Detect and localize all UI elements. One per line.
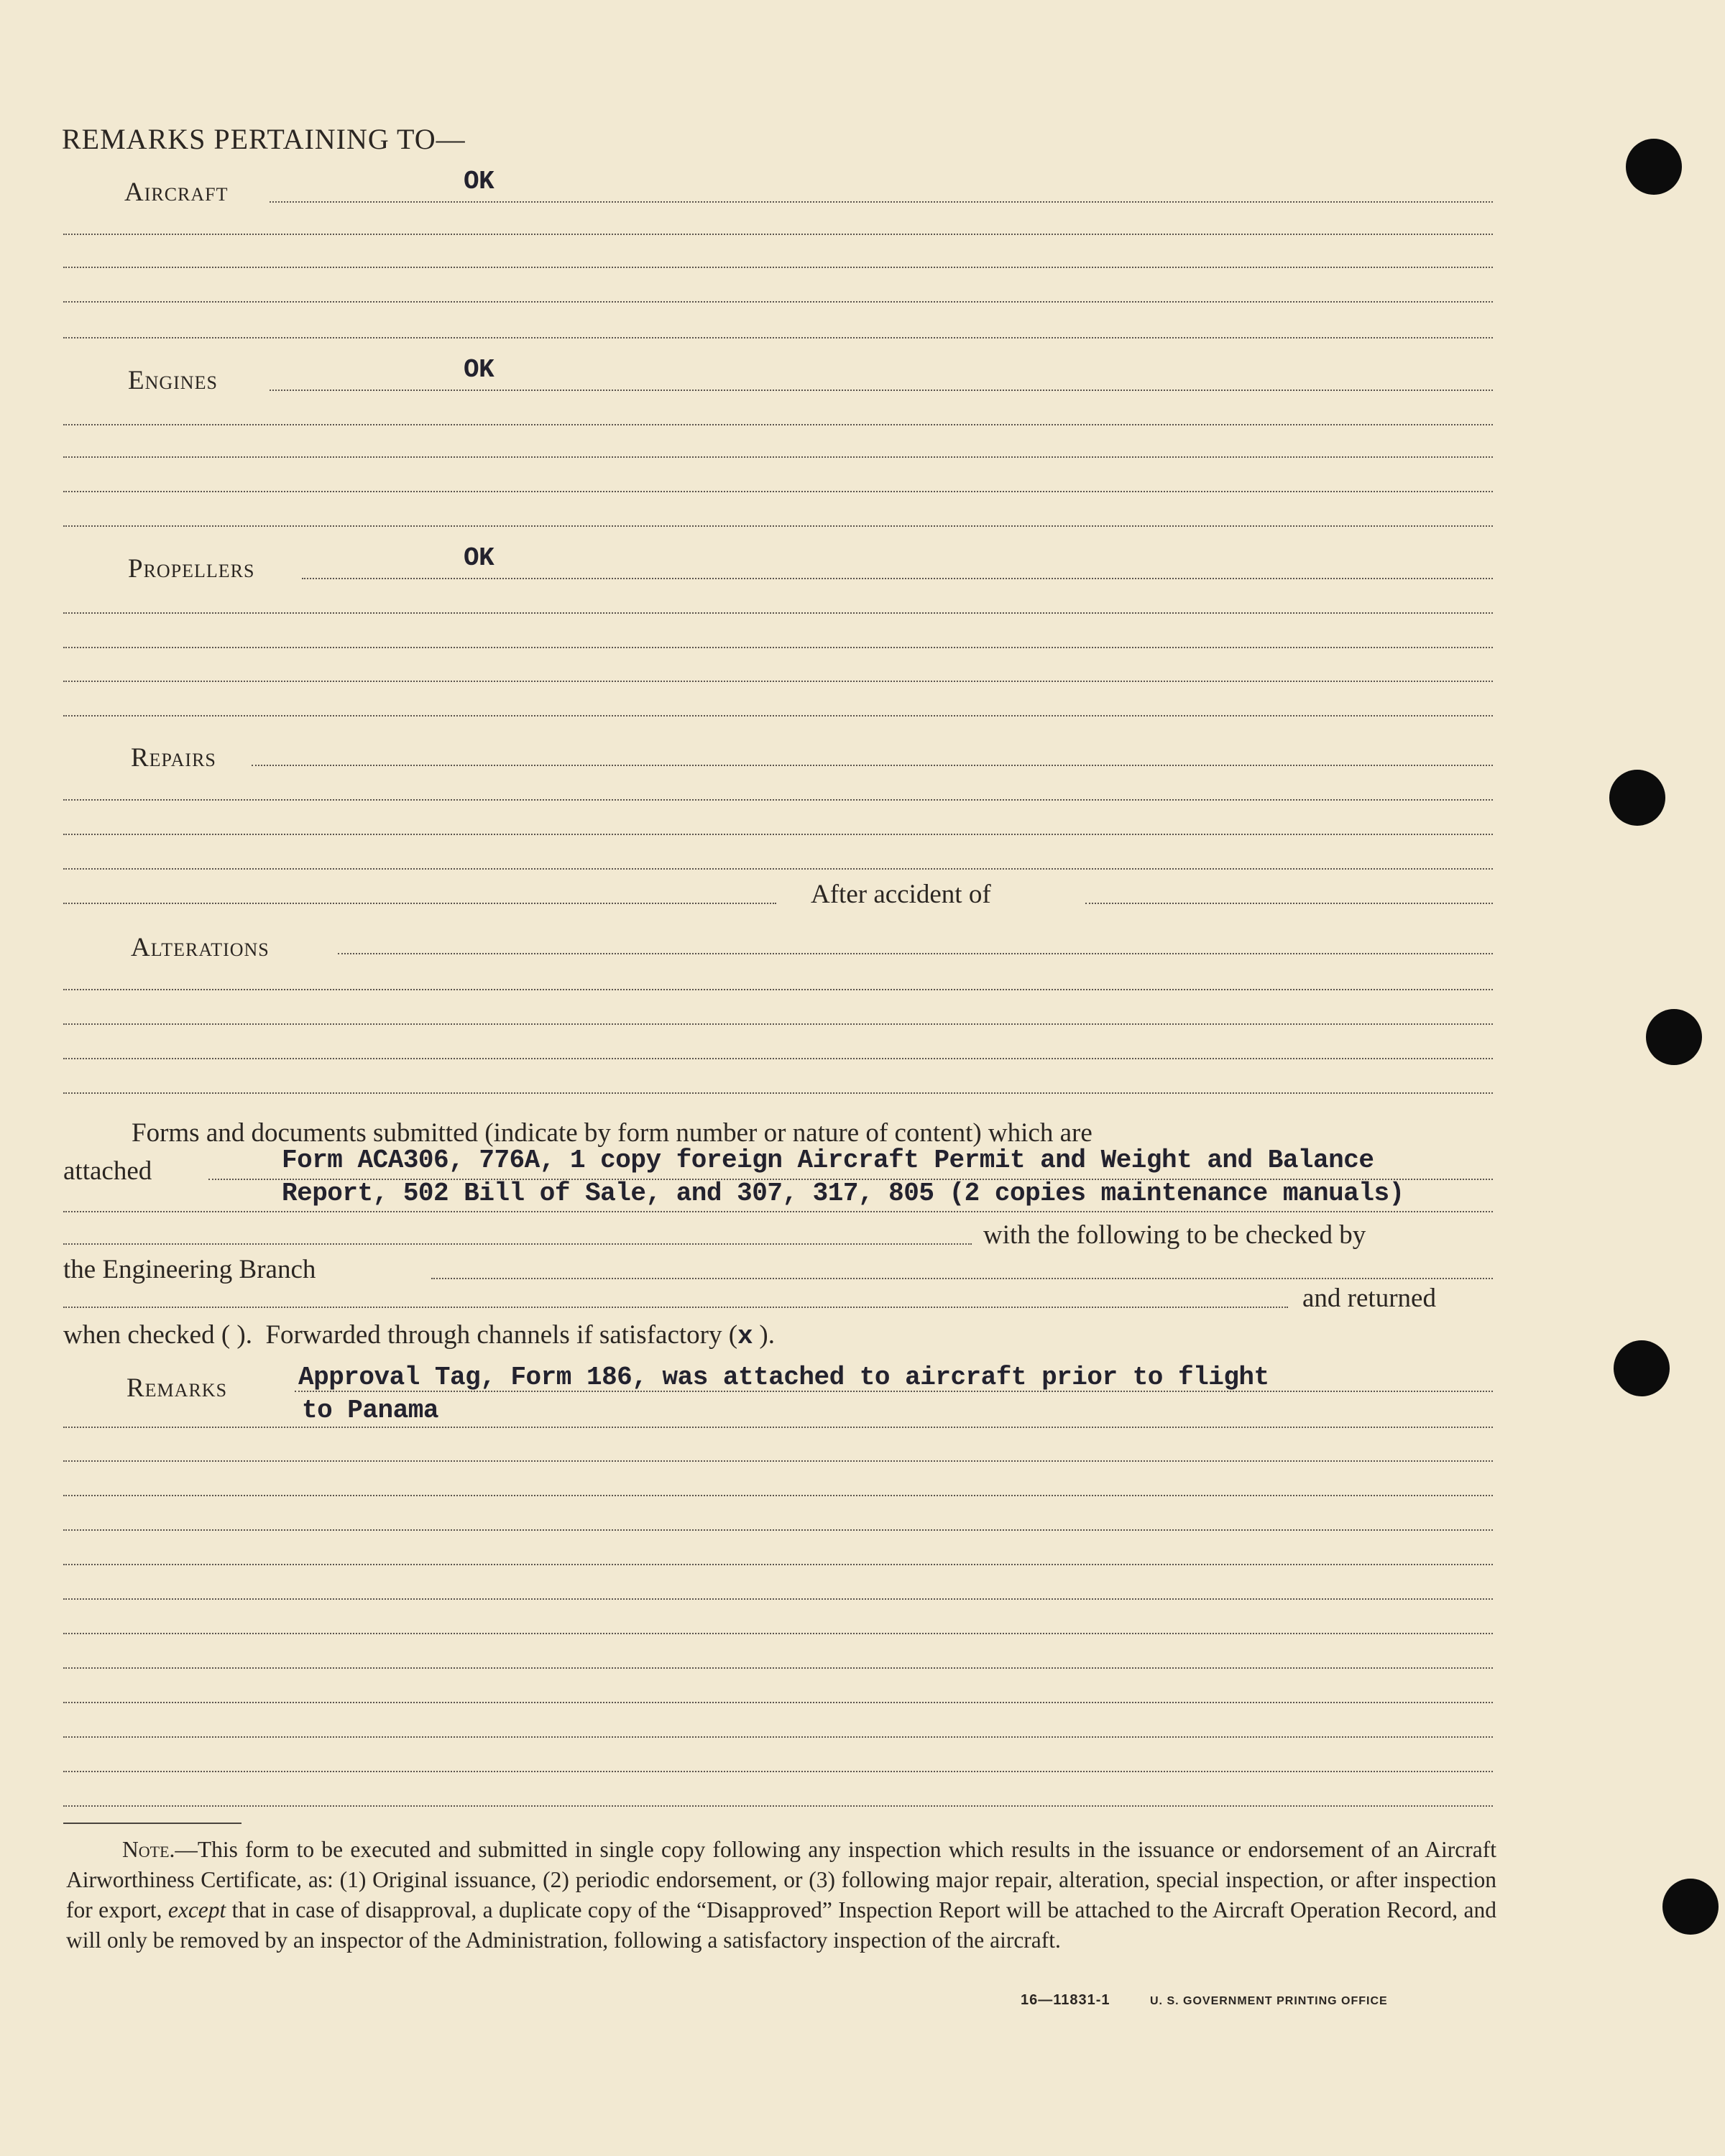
after-accident-label: After accident of bbox=[811, 880, 991, 909]
fill-in-line bbox=[63, 1633, 1493, 1634]
fill-in-line bbox=[63, 267, 1493, 268]
fill-in-line bbox=[63, 1495, 1493, 1496]
note-paragraph bbox=[66, 1835, 1496, 1955]
satisfactory-check-mark: x bbox=[737, 1322, 753, 1351]
forwarded-line bbox=[63, 1319, 775, 1351]
with-following-text: with the following to be checked by bbox=[983, 1220, 1366, 1250]
fill-in-line bbox=[63, 1771, 1493, 1772]
when-checked-text: when checked ( ). bbox=[63, 1320, 252, 1350]
remarks-label: Remarks bbox=[126, 1373, 228, 1403]
forwarded-text: Forwarded through channels if satisfactory ( bbox=[265, 1320, 738, 1350]
note-italic: except bbox=[167, 1897, 226, 1922]
remarks-typed-line-1: Approval Tag, Form 186, was attached to aircraft prior to flight bbox=[298, 1363, 1269, 1392]
fill-in-line bbox=[63, 1736, 1493, 1738]
fill-in-line bbox=[63, 1702, 1493, 1703]
punch-hole bbox=[1662, 1879, 1719, 1935]
fill-in-line bbox=[63, 456, 1493, 458]
fill-in-line bbox=[252, 765, 1493, 766]
and-returned-text: and returned bbox=[1302, 1284, 1436, 1313]
fill-in-line bbox=[63, 612, 1493, 614]
note-lead: Note. bbox=[122, 1837, 175, 1862]
fill-in-line bbox=[63, 715, 1493, 717]
fill-in-line bbox=[270, 201, 1493, 203]
aircraft-label: Aircraft bbox=[124, 178, 229, 207]
engines-value: OK bbox=[464, 355, 494, 384]
fill-in-line bbox=[63, 424, 1493, 425]
punch-hole bbox=[1646, 1009, 1702, 1065]
punch-hole bbox=[1626, 139, 1682, 195]
engines-label: Engines bbox=[128, 366, 218, 395]
fill-in-line bbox=[338, 953, 1493, 954]
fill-in-line bbox=[63, 301, 1493, 303]
fill-in-line bbox=[63, 989, 1493, 990]
fill-in-line bbox=[63, 1058, 1493, 1059]
fill-in-line bbox=[63, 1598, 1493, 1600]
fill-in-line bbox=[63, 525, 1493, 527]
propellers-value: OK bbox=[464, 543, 494, 573]
fill-in-line bbox=[431, 1278, 1493, 1279]
note-text-2: that in case of disapproval, a duplicate copy of the “Disapproved” Inspection Report will be attached to the Aircraft Operation Record, and will only be removed by an inspector of the Administration, following a satisfactory inspection of the aircraft. bbox=[66, 1897, 1496, 1953]
fill-in-line bbox=[63, 647, 1493, 648]
fill-in-line bbox=[63, 1092, 1493, 1094]
page-heading: REMARKS PERTAINING TO— bbox=[62, 123, 466, 155]
note-separator bbox=[63, 1823, 242, 1824]
punch-hole bbox=[1609, 770, 1665, 826]
fill-in-line bbox=[63, 903, 776, 904]
fill-in-line bbox=[270, 390, 1493, 391]
fill-in-line bbox=[63, 834, 1493, 835]
engineering-branch-text: the Engineering Branch bbox=[63, 1255, 316, 1284]
forwarded-close: ). bbox=[753, 1320, 775, 1350]
alterations-label: Alterations bbox=[131, 933, 270, 962]
punch-hole bbox=[1614, 1340, 1670, 1396]
fill-in-line bbox=[63, 1211, 1493, 1212]
fill-in-line bbox=[63, 1243, 972, 1245]
attached-typed-line-2: Report, 502 Bill of Sale, and 307, 317, 805 (2 copies maintenance manuals) bbox=[282, 1179, 1404, 1208]
fill-in-line bbox=[63, 337, 1493, 338]
propellers-label: Propellers bbox=[128, 554, 255, 584]
fill-in-line bbox=[63, 491, 1493, 492]
form-number: 16—11831-1 bbox=[1021, 1992, 1110, 2008]
repairs-label: Repairs bbox=[131, 743, 216, 773]
remarks-typed-line-2: to Panama bbox=[302, 1396, 438, 1425]
aircraft-value: OK bbox=[464, 167, 494, 196]
fill-in-line bbox=[63, 799, 1493, 801]
fill-in-line bbox=[63, 234, 1493, 235]
fill-in-line bbox=[63, 1307, 1288, 1308]
fill-in-line bbox=[63, 1564, 1493, 1565]
fill-in-line bbox=[63, 1427, 1493, 1428]
attached-label: attached bbox=[63, 1156, 152, 1186]
fill-in-line bbox=[63, 1023, 1493, 1025]
fill-in-line bbox=[302, 578, 1493, 579]
fill-in-line bbox=[1085, 903, 1493, 904]
fill-in-line bbox=[63, 868, 1493, 870]
fill-in-line bbox=[63, 1667, 1493, 1669]
forms-intro: Forms and documents submitted (indicate by form number or nature of content) which are bbox=[132, 1118, 1092, 1148]
note-text: —This form to be executed and submitted in single copy following any inspection which results in the issuance or endorsement of an Aircraft Airworthiness Certificate, as: (1) Original issuance, (2) periodic endorsement, or (3) following major repair, alteration, special inspection, or after inspection for export, bbox=[66, 1837, 1496, 1922]
fill-in-line bbox=[63, 1529, 1493, 1531]
attached-typed-line-1: Form ACA306, 776A, 1 copy foreign Aircraft Permit and Weight and Balance bbox=[282, 1146, 1374, 1175]
printer-credit: U. S. GOVERNMENT PRINTING OFFICE bbox=[1150, 1995, 1388, 2007]
fill-in-line bbox=[63, 681, 1493, 682]
fill-in-line bbox=[63, 1460, 1493, 1462]
fill-in-line bbox=[63, 1805, 1493, 1807]
